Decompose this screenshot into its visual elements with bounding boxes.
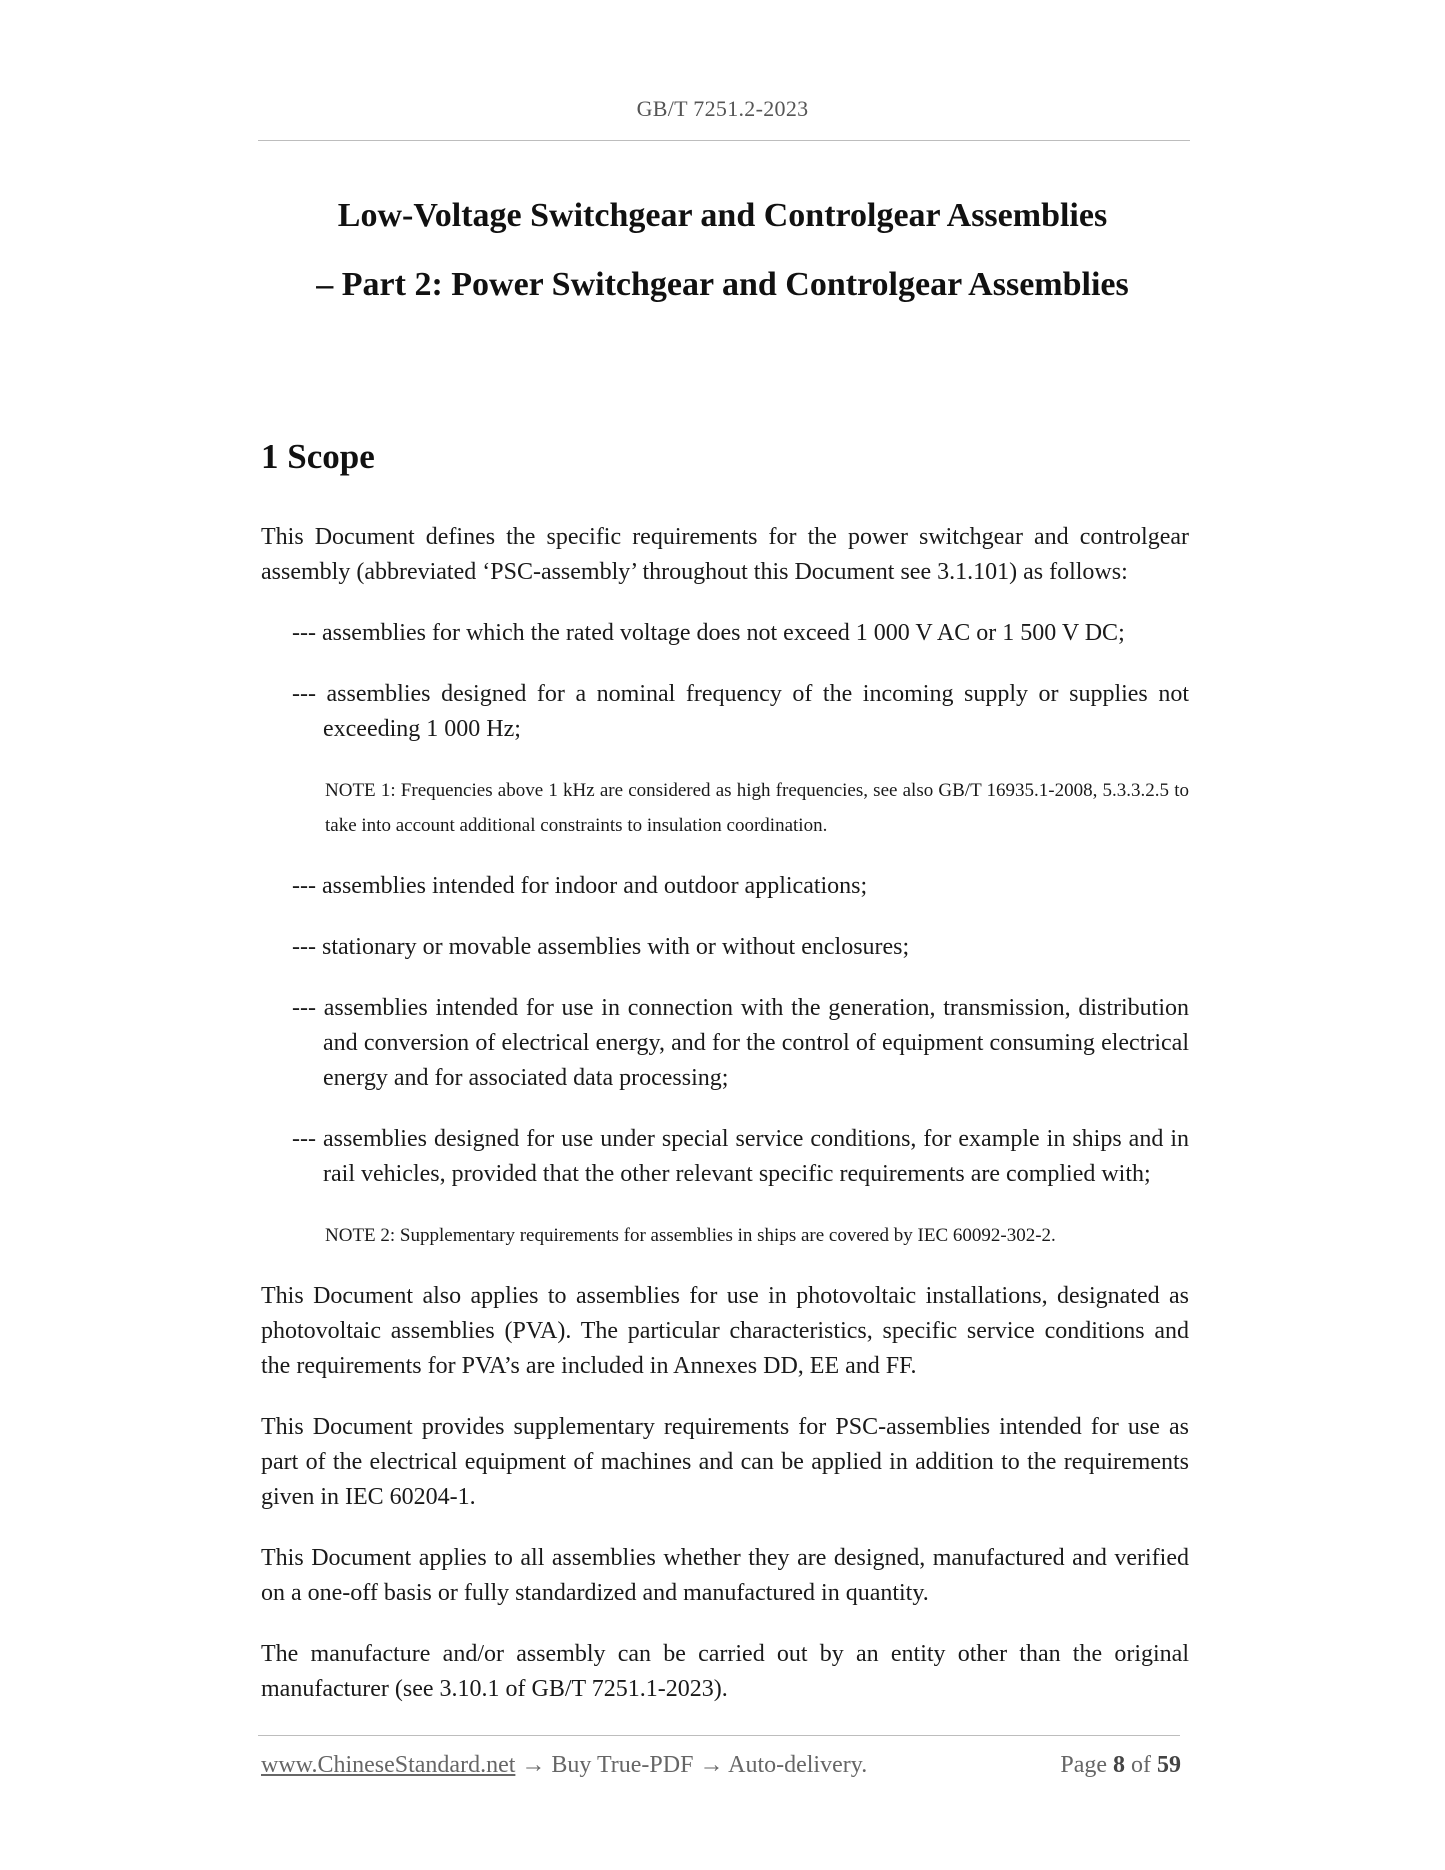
list-item: --- assemblies intended for indoor and outdoor applications;: [292, 873, 868, 899]
page-label: Page: [1060, 1752, 1107, 1778]
page-footer: [261, 1752, 1181, 1779]
page-total: 59: [1157, 1752, 1181, 1778]
paragraph-pva: This Document also applies to assemblies for use in photovoltaic installations, designated as photovoltaic assemblies (PVA). The particular characteristics, specific service conditions and the requirements for PVA’s are included in Annexes DD, EE and FF.: [261, 1283, 1189, 1379]
page-current: 8: [1113, 1752, 1125, 1778]
list-item: --- assemblies for which the rated voltage does not exceed 1 000 V AC or 1 500 V DC;: [292, 620, 1125, 646]
header-rule: [258, 140, 1190, 141]
list-item: --- assemblies intended for use in connection with the generation, transmission, distribution and conversion of electrical energy, and for the control of equipment consuming electrical energy and for associated data processing;: [292, 995, 1189, 1091]
footer-tagline: → Buy True-PDF → Auto-delivery.: [515, 1752, 868, 1778]
page-of: of: [1131, 1752, 1151, 1778]
section-heading: 1 Scope: [261, 437, 375, 476]
running-header: GB/T 7251.2-2023: [636, 96, 809, 121]
footer-rule: [258, 1735, 1180, 1736]
paragraph-machines: This Document provides supplementary requirements for PSC-assemblies intended for use as part of the electrical equipment of machines and can be applied in addition to the requirements given in IEC 60204-1.: [261, 1414, 1189, 1510]
list-item: --- assemblies designed for use under special service conditions, for example in ships and in rail vehicles, provided that the other relevant specific requirements are complied with;: [292, 1126, 1189, 1187]
website-link[interactable]: www.ChineseStandard.net: [261, 1752, 516, 1778]
document-title-line-1: Low-Voltage Switchgear and Controlgear Assemblies: [337, 197, 1108, 234]
list-item: --- stationary or movable assemblies with or without enclosures;: [292, 934, 910, 960]
section-body: [261, 520, 1189, 1733]
document-title-line-2: – Part 2: Power Switchgear and Controlgear Assemblies: [316, 266, 1129, 303]
page-number: [1060, 1752, 1181, 1779]
note-2: NOTE 2: Supplementary requirements for assemblies in ships are covered by IEC 60092-302-2.: [325, 1225, 1056, 1246]
note-1: NOTE 1: Frequencies above 1 kHz are considered as high frequencies, see also GB/T 16935.1-2008, 5.3.3.2.5 to take into account additional constraints to insulation coordination.: [325, 780, 1189, 836]
paragraph-manufacturer: The manufacture and/or assembly can be carried out by an entity other than the original manufacturer (see 3.10.1 of GB/T 7251.1-2023).: [261, 1641, 1189, 1702]
paragraph-all-assemblies: This Document applies to all assemblies whether they are designed, manufactured and verified on a one-off basis or fully standardized and manufactured in quantity.: [261, 1545, 1189, 1606]
footer-left: [261, 1752, 867, 1779]
intro-paragraph: This Document defines the specific requirements for the power switchgear and controlgear assembly (abbreviated ‘PSC-assembly’ throughout this Document see 3.1.101) as follows:: [261, 524, 1189, 585]
list-item: --- assemblies designed for a nominal frequency of the incoming supply or supplies not exceeding 1 000 Hz;: [292, 681, 1189, 742]
